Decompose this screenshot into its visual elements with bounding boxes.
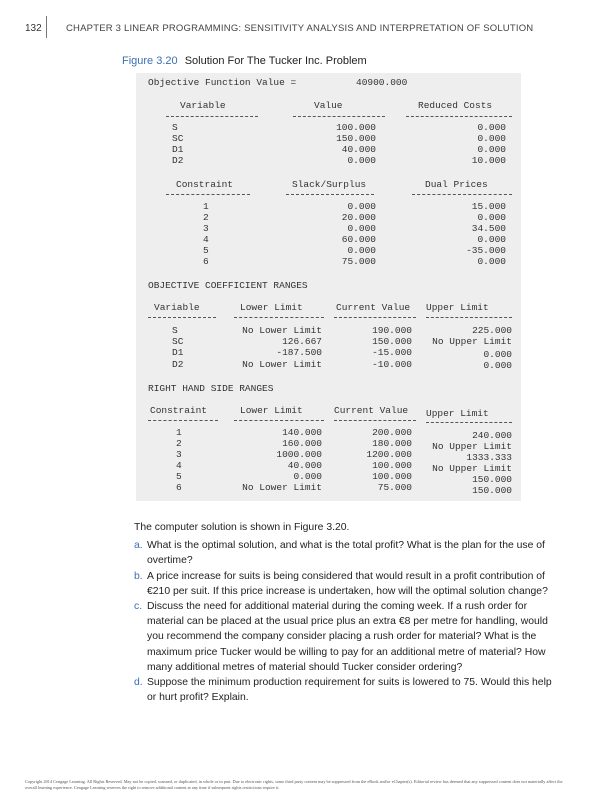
table-cell: 0.000	[347, 223, 376, 234]
table-cell: 0.000	[477, 256, 506, 267]
question-text: What is the optimal solution, and what is the total profit? What is the plan for the use of overtime?	[147, 540, 545, 567]
table-cell: 190.000	[372, 325, 412, 336]
table-cell: 3	[176, 449, 182, 460]
page-number: 132	[25, 23, 42, 34]
dashed-rule	[406, 116, 512, 117]
table-cell: 100.000	[372, 460, 412, 471]
table-cell: 3	[203, 223, 209, 234]
table-cell: 60.000	[341, 234, 376, 245]
table-cell: 6	[203, 256, 209, 267]
figure-label: Figure 3.20	[122, 55, 178, 67]
table-cell: 0.000	[347, 201, 376, 212]
question-text: A price increase for suits is being considered that would result in a profit contribution of €210 per suit. If this price increase is undertaken, how will the optimal solution change?	[147, 570, 548, 597]
intro-paragraph: The computer solution is shown in Figure 3.20.	[134, 522, 350, 533]
table-cell: S	[172, 325, 178, 336]
dashed-rule	[293, 116, 385, 117]
table-cell: No Upper Limit	[432, 336, 512, 347]
rhs-header-constraint: Constraint	[150, 405, 208, 416]
table-cell: D1	[172, 144, 184, 155]
table-cell: 180.000	[372, 438, 412, 449]
con-header-dual: Dual Prices	[425, 179, 488, 190]
con-header-constraint: Constraint	[176, 179, 234, 190]
dashed-rule	[234, 317, 324, 318]
objective-value: 40900.000	[356, 77, 408, 88]
table-cell: D2	[172, 155, 184, 166]
dashed-rule	[426, 317, 512, 318]
table-cell: 0.000	[347, 155, 376, 166]
table-cell: 0.000	[477, 122, 506, 133]
var-header-reduced-costs: Reduced Costs	[418, 100, 493, 111]
rhs-header-upper: Upper Limit	[426, 408, 489, 419]
table-cell: 100.000	[372, 471, 412, 482]
table-cell: 0.000	[483, 360, 512, 371]
table-cell: No Lower Limit	[242, 359, 322, 370]
table-cell: 5	[203, 245, 209, 256]
question-text: Suppose the minimum production requirement for suits is lowered to 75. Would this help or hurt profit? Explain.	[147, 677, 552, 704]
table-cell: 6	[176, 482, 182, 493]
dashed-rule	[166, 116, 258, 117]
table-cell: D2	[172, 359, 184, 370]
table-cell: 150.000	[372, 336, 412, 347]
table-cell: 225.000	[472, 325, 512, 336]
question-c	[134, 599, 554, 675]
question-b	[134, 569, 554, 599]
table-cell: 1	[203, 201, 209, 212]
question-letter: d.	[134, 677, 143, 689]
dashed-rule	[334, 317, 416, 318]
table-cell: 160.000	[282, 438, 322, 449]
table-cell: 0.000	[477, 234, 506, 245]
dashed-rule	[412, 194, 512, 195]
table-cell: No Upper Limit	[432, 441, 512, 452]
dashed-rule	[148, 317, 216, 318]
header-divider	[46, 16, 47, 38]
table-cell: 240.000	[472, 430, 512, 441]
table-cell: 4	[176, 460, 182, 471]
figure-caption: Solution For The Tucker Inc. Problem	[184, 55, 367, 67]
table-cell: 1200.000	[366, 449, 412, 460]
page-header	[0, 0, 600, 34]
table-cell: 2	[176, 438, 182, 449]
rhs-header-current: Current Value	[334, 405, 409, 416]
dashed-rule	[234, 420, 324, 421]
chapter-title: CHAPTER 3 LINEAR PROGRAMMING: SENSITIVITY ANALYSIS AND INTERPRETATION OF SOLUTION	[66, 23, 534, 34]
table-cell: No Lower Limit	[242, 325, 322, 336]
var-header-value: Value	[314, 100, 343, 111]
section-title: RIGHT HAND SIDE RANGES	[148, 383, 274, 394]
table-cell: 150.000	[336, 133, 376, 144]
table-cell: 0.000	[483, 349, 512, 360]
table-cell: No Upper Limit	[432, 463, 512, 474]
table-cell: -187.500	[276, 347, 322, 358]
obj-header-lower: Lower Limit	[240, 302, 303, 313]
table-cell: 1333.333	[466, 452, 512, 463]
table-cell: 1	[176, 427, 182, 438]
table-cell: 34.500	[471, 223, 506, 234]
obj-header-variable: Variable	[154, 302, 200, 313]
dashed-rule	[426, 422, 512, 423]
obj-header-current: Current Value	[336, 302, 411, 313]
copyright-footer: Copyright 2014 Cengage Learning. All Rights Reserved. May not be copied, scanned, or duplicated, in whole or in part. Due to electronic rights, some third party content may be suppressed from the eBook and/or eChapter(s). Editorial review has deemed that any suppressed content does not materially affect the overall learning experience. Cengage Learning reserves the right to remove additional content at any time if subsequent rights restrictions require it.	[25, 779, 563, 790]
problem-text	[134, 520, 554, 705]
objective-label: Objective Function Value =	[148, 77, 297, 88]
table-cell: 75.000	[341, 256, 376, 267]
table-cell: 140.000	[282, 427, 322, 438]
table-cell: -10.000	[372, 359, 412, 370]
table-cell: 126.667	[282, 336, 322, 347]
table-cell: SC	[172, 336, 184, 347]
table-cell: 20.000	[341, 212, 376, 223]
section-title: OBJECTIVE COEFFICIENT RANGES	[148, 280, 308, 291]
question-text: Discuss the need for additional material during the coming week. If a rush order for material can be placed at the usual price plus an extra €8 per metre for handling, would you recommend the company consider placing a rush order for material? What is the maximum price Tucker would be willing to pay for an additional metre of material? How many additional metres of material should Tucker consider ordering?	[147, 601, 548, 673]
table-cell: 0.000	[477, 144, 506, 155]
table-cell: 150.000	[472, 474, 512, 485]
table-cell: SC	[172, 133, 184, 144]
table-cell: 2	[203, 212, 209, 223]
table-cell: 0.000	[477, 133, 506, 144]
table-cell: 10.000	[471, 155, 506, 166]
var-header-variable: Variable	[180, 100, 226, 111]
obj-header-upper: Upper Limit	[426, 302, 489, 313]
rhs-header-lower: Lower Limit	[240, 405, 303, 416]
table-cell: 75.000	[377, 482, 412, 493]
table-cell: 100.000	[336, 122, 376, 133]
dashed-rule	[166, 194, 250, 195]
dashed-rule	[286, 194, 374, 195]
table-cell: 15.000	[471, 201, 506, 212]
table-cell: 40.000	[341, 144, 376, 155]
question-a	[134, 538, 554, 568]
table-cell: 0.000	[477, 212, 506, 223]
question-letter: b.	[134, 570, 143, 582]
table-cell: 1000.000	[276, 449, 322, 460]
table-cell: 40.000	[287, 460, 322, 471]
question-list	[134, 538, 554, 705]
table-cell: 5	[176, 471, 182, 482]
dashed-rule	[148, 420, 218, 421]
dashed-rule	[334, 420, 416, 421]
table-cell: 200.000	[372, 427, 412, 438]
table-cell: 150.000	[472, 485, 512, 496]
table-cell: 0.000	[347, 245, 376, 256]
table-cell: 4	[203, 234, 209, 245]
table-cell: -15.000	[372, 347, 412, 358]
question-letter: c.	[134, 601, 143, 613]
table-cell: S	[172, 122, 178, 133]
table-cell: 0.000	[293, 471, 322, 482]
con-header-slack: Slack/Surplus	[292, 179, 367, 190]
solver-output-panel	[136, 73, 521, 501]
question-letter: a.	[134, 540, 143, 552]
table-cell: D1	[172, 347, 184, 358]
table-cell: -35.000	[466, 245, 506, 256]
question-d	[134, 675, 554, 705]
table-cell: No Lower Limit	[242, 482, 322, 493]
figure-title	[122, 55, 367, 67]
